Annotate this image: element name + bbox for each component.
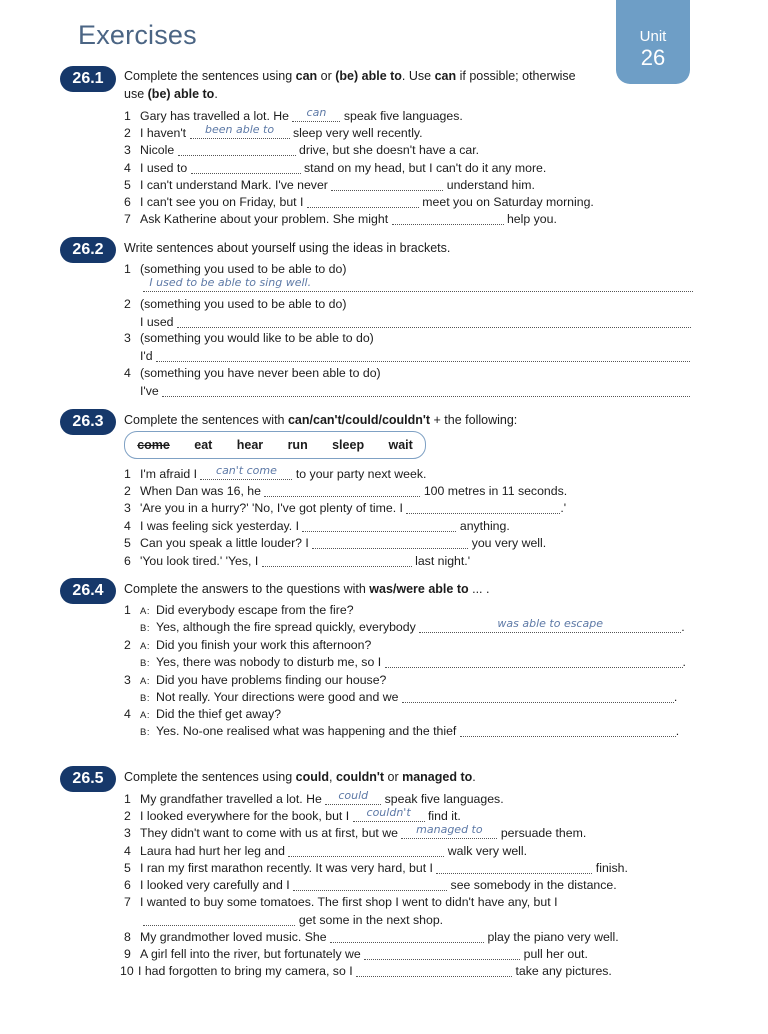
answer-blank[interactable]: [385, 654, 683, 668]
question-line: 2 A: Did you finish your work this afternoon?: [124, 638, 372, 652]
answer-blank[interactable]: can't come: [200, 466, 292, 480]
answer-blank[interactable]: [191, 160, 301, 174]
answer-blank[interactable]: managed to: [401, 825, 497, 839]
list-item: 3 'Are you in a hurry?' 'No, I've got plenty of time. I .': [124, 501, 567, 515]
word-box-item: eat: [194, 438, 213, 452]
exercise-badge-26-2: 26.2: [60, 237, 116, 263]
list-item: 1 I'm afraid I can't come to your party next week.: [124, 464, 427, 481]
list-item: 6 I can't see you on Friday, but I meet you on Saturday morning.: [124, 195, 594, 209]
word-box: [124, 431, 426, 459]
answer-line[interactable]: [162, 383, 690, 397]
list-item: 4 Laura had hurt her leg and walk very well.: [124, 844, 528, 858]
list-item: 9 A girl fell into the river, but fortunately we pull her out.: [124, 947, 588, 961]
answer-blank[interactable]: [356, 963, 512, 977]
answer-blank[interactable]: [436, 860, 592, 874]
list-item: 7 Ask Katherine about your problem. She might help you.: [124, 212, 557, 226]
list-item: 7 I wanted to buy some tomatoes. The first shop I went to didn't have any, but I: [124, 895, 558, 909]
answer-sentence: B: Yes, although the fire spread quickly, everybody was able to escape .: [140, 617, 685, 634]
list-item: 3 (something you would like to be able to do): [124, 331, 374, 345]
answer-blank[interactable]: [143, 912, 295, 926]
list-item: 3 Nicole drive, but she doesn't have a car.: [124, 143, 480, 157]
exercise-badge-26-4: 26.4: [60, 578, 116, 604]
exercise-instruction-26-2: Write sentences about yourself using the ideas in brackets.: [124, 241, 451, 255]
answer-sentence: B: Not really. Your directions were good and we .: [140, 690, 678, 704]
list-item: 4 (something you have never been able to do): [124, 366, 381, 380]
list-item: 2 When Dan was 16, he 100 metres in 11 seconds.: [124, 484, 568, 498]
list-item: 1 Gary has travelled a lot. He can speak five languages.: [124, 106, 463, 123]
list-item: 1 (something you used to be able to do): [124, 262, 347, 276]
question-line: 4 A: Did the thief get away?: [124, 707, 282, 721]
answer-blank[interactable]: could: [325, 791, 381, 805]
list-item: 8 My grandmother loved music. She play the piano very well.: [124, 930, 619, 944]
list-item: 4 I used to stand on my head, but I can't do it any more.: [124, 161, 547, 175]
answer-sentence: B: Yes. No-one realised what was happening and the thief .: [140, 724, 680, 738]
answer-blank[interactable]: [262, 553, 412, 567]
word-box-item: come: [137, 438, 170, 452]
word-box-item: run: [287, 438, 308, 452]
list-item: 5 I ran my first marathon recently. It was very hard, but I finish.: [124, 861, 628, 875]
answer-blank[interactable]: [312, 535, 468, 549]
exercise-badge-26-3: 26.3: [60, 409, 116, 435]
unit-number: 26: [640, 45, 666, 70]
answer-blank[interactable]: [302, 518, 456, 532]
word-box-item: sleep: [332, 438, 365, 452]
word-box-item: wait: [388, 438, 413, 452]
question-line: 1 A: Did everybody escape from the fire?: [124, 603, 354, 617]
answer-blank[interactable]: [288, 843, 444, 857]
exercise-instruction-26-5: Complete the sentences using could, couldn't or managed to.: [124, 770, 476, 784]
answer-blank[interactable]: [293, 877, 447, 891]
answer-blank[interactable]: couldn't: [353, 808, 425, 822]
answer-blank[interactable]: [364, 946, 520, 960]
exercise-instruction-26-3: Complete the sentences with can/can't/could/couldn't + the following:: [124, 413, 518, 427]
unit-label: Unit: [639, 28, 667, 45]
answer-blank[interactable]: [460, 723, 676, 737]
list-item: get some in the next shop.: [124, 912, 443, 929]
answer-blank[interactable]: [178, 142, 296, 156]
list-item: 1 My grandfather travelled a lot. He could speak five languages.: [124, 789, 504, 806]
list-item: I'd: [124, 348, 690, 365]
exercise-badge-26-5: 26.5: [60, 766, 116, 792]
list-item: 3 They didn't want to come with us at first, but we managed to persuade them.: [124, 823, 587, 840]
answer-blank[interactable]: [330, 929, 484, 943]
list-item: 2 (something you used to be able to do): [124, 297, 347, 311]
exercise-instruction-26-1: Complete the sentences using can or (be) able to. Use can if possible; otherwise use (be) able to.: [124, 69, 576, 101]
answer-line[interactable]: I used to be able to sing well.: [143, 278, 693, 292]
answer-blank[interactable]: [331, 177, 443, 191]
answer-line[interactable]: [177, 314, 691, 328]
question-line: 3 A: Did you have problems finding our house?: [124, 673, 387, 687]
page-title: Exercises: [78, 20, 197, 50]
answer-line[interactable]: [156, 348, 690, 362]
answer-blank[interactable]: [406, 500, 560, 514]
answer-blank[interactable]: was able to escape: [419, 619, 681, 633]
answer-blank[interactable]: [402, 689, 674, 703]
word-box-item: hear: [236, 438, 264, 452]
list-item: 2 I looked everywhere for the book, but I couldn't find it.: [124, 806, 461, 823]
list-item: 4 I was feeling sick yesterday. I anything.: [124, 519, 510, 533]
list-item: 10 I had forgotten to bring my camera, so I take any pictures.: [120, 964, 612, 978]
exercise-instruction-26-4: Complete the answers to the questions with was/were able to ... .: [124, 582, 490, 596]
answer-blank[interactable]: [392, 211, 504, 225]
answer-blank[interactable]: been able to: [190, 125, 290, 139]
unit-tab: [616, 0, 690, 84]
answer-blank[interactable]: [264, 483, 420, 497]
answer-sentence: B: Yes, there was nobody to disturb me, so I .: [140, 655, 686, 669]
answer-blank[interactable]: can: [292, 108, 340, 122]
list-item: 6 'You look tired.' 'Yes, I last night.': [124, 554, 471, 568]
list-item: I've: [124, 383, 690, 400]
list-item: 5 I can't understand Mark. I've never understand him.: [124, 178, 535, 192]
exercise-badge-26-1: 26.1: [60, 66, 116, 92]
list-item: 5 Can you speak a little louder? I you very well.: [124, 536, 547, 550]
list-item: I used: [124, 314, 691, 331]
list-item: 6 I looked very carefully and I see somebody in the distance.: [124, 878, 617, 892]
answer-blank[interactable]: [307, 194, 419, 208]
list-item: 2 I haven't been able to sleep very well recently.: [124, 123, 423, 140]
list-item: [124, 278, 693, 295]
